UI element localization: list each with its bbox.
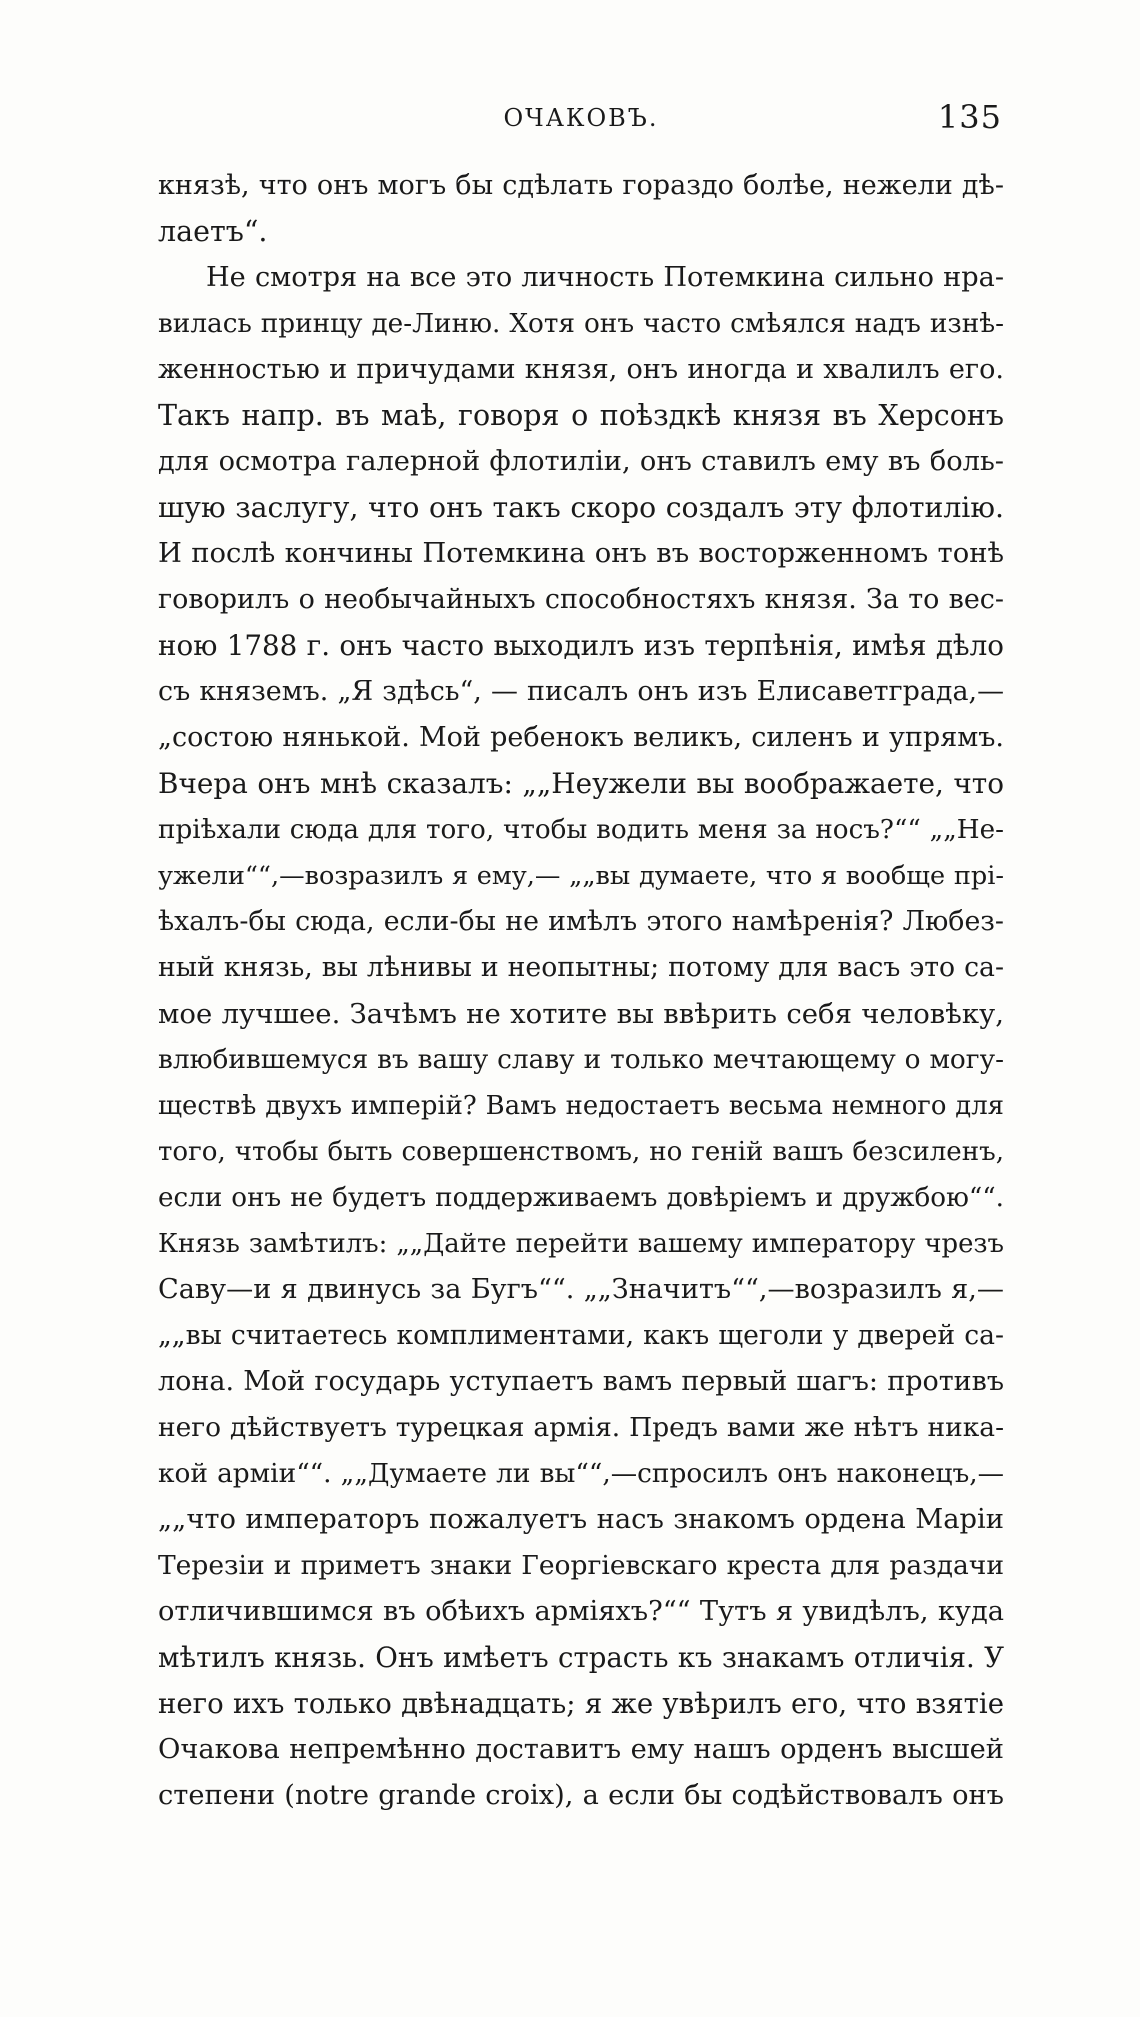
text-line: если онъ не будетъ поддерживаемъ довѣріемъ и дружбою““. [158, 1183, 1004, 1213]
text-line: Очакова непремѣнно доставитъ ему нашъ орденъ высшей [158, 1734, 1004, 1765]
text-line: князѣ, что онъ могъ бы сдѣлать гораздо болѣе, нежели дѣ- [158, 170, 1004, 201]
text-line: пріѣхали сюда для того, чтобы водить меня за носъ?““ „„Не- [158, 815, 1004, 845]
text-line: степени (notre grande croix), а если бы содѣйствовалъ онъ [158, 1780, 1004, 1811]
text-line: „„вы считаетесь комплиментами, какъ щеголи у дверей са- [158, 1320, 1004, 1351]
text-line: шую заслугу, что онъ такъ скоро создалъ эту флотилію. [158, 491, 1004, 524]
page-header [158, 98, 1004, 148]
running-title: ОЧАКОВЪ. [503, 104, 659, 132]
body-text [158, 163, 1004, 1819]
text-line: ный князь, вы лѣнивы и неопытны; потому для васъ это са- [158, 952, 1004, 983]
text-line: отличившимся въ обѣихъ арміяхъ?““ Тутъ я увидѣлъ, куда [158, 1596, 1004, 1627]
text-line: Не смотря на все это личность Потемкина сильно нра- [206, 262, 1004, 293]
text-line: женностью и причудами князя, онъ иногда и хвалилъ его. [158, 354, 1004, 385]
text-line: влюбившемуся въ вашу славу и только мечтающему о могу- [158, 1045, 1004, 1075]
text-line: Вчера онъ мнѣ сказалъ: „„Неужели вы воображаете, что [158, 767, 1004, 800]
text-line: Такъ напр. въ маѣ, говоря о поѣздкѣ князя въ Херсонъ [158, 399, 1004, 432]
text-line: Терезіи и приметъ знаки Георгіевскаго креста для раздачи [158, 1550, 1004, 1581]
text-line: „состою нянькой. Мой ребенокъ великъ, силенъ и упрямъ. [158, 722, 1004, 753]
text-line: Князь замѣтилъ: „„Дайте перейти вашему императору чрезъ [158, 1229, 1004, 1259]
text-line: „„что императоръ пожалуетъ насъ знакомъ ордена Маріи [158, 1504, 1004, 1535]
text-line: того, чтобы быть совершенствомъ, но геній вашъ безсиленъ, [158, 1137, 1004, 1167]
text-line: съ княземъ. „Я здѣсь“, — писалъ онъ изъ Елисаветграда,— [158, 676, 1004, 707]
text-line: лаетъ“. [158, 215, 268, 248]
text-line: лона. Мой государь уступаетъ вамъ первый шагъ: противъ [158, 1366, 1004, 1397]
text-line: И послѣ кончины Потемкина онъ въ восторженномъ тонѣ [158, 538, 1004, 569]
text-line: мое лучшее. Зачѣмъ не хотите вы ввѣрить себя человѣку, [158, 998, 1004, 1030]
text-line: говорилъ о необычайныхъ способностяхъ князя. За то вес- [158, 584, 1004, 615]
text-line: ществѣ двухъ имперій? Вамъ недостаетъ весьма немного для [158, 1091, 1004, 1121]
text-line: него ихъ только двѣнадцать; я же увѣрилъ его, что взятіе [158, 1688, 1004, 1720]
text-line: ною 1788 г. онъ часто выходилъ изъ терпѣнія, имѣя дѣло [158, 629, 1004, 662]
text-line: мѣтилъ князь. Онъ имѣетъ страсть къ знакамъ отличія. У [158, 1641, 1004, 1674]
text-line: кой арміи““. „„Думаете ли вы““,—спросилъ онъ наконецъ,— [158, 1459, 1004, 1489]
text-line: Саву—и я двинусь за Бугъ““. „„Значитъ““,—возразилъ я,— [158, 1274, 1004, 1305]
text-line: ѣхалъ-бы сюда, если-бы не имѣлъ этого намѣренія? Любез- [158, 906, 1004, 937]
page-number: 135 [937, 98, 1002, 136]
text-line: вилась принцу де-Линю. Хотя онъ часто смѣялся надъ изнѣ- [158, 309, 1004, 339]
text-line: него дѣйствуетъ турецкая армія. Предъ вами же нѣтъ ника- [158, 1412, 1004, 1443]
text-line: для осмотра галерной флотиліи, онъ ставилъ ему въ боль- [158, 446, 1004, 477]
text-line: ужели““,—возразилъ я ему,— „„вы думаете, что я вообще прі- [158, 861, 1004, 891]
